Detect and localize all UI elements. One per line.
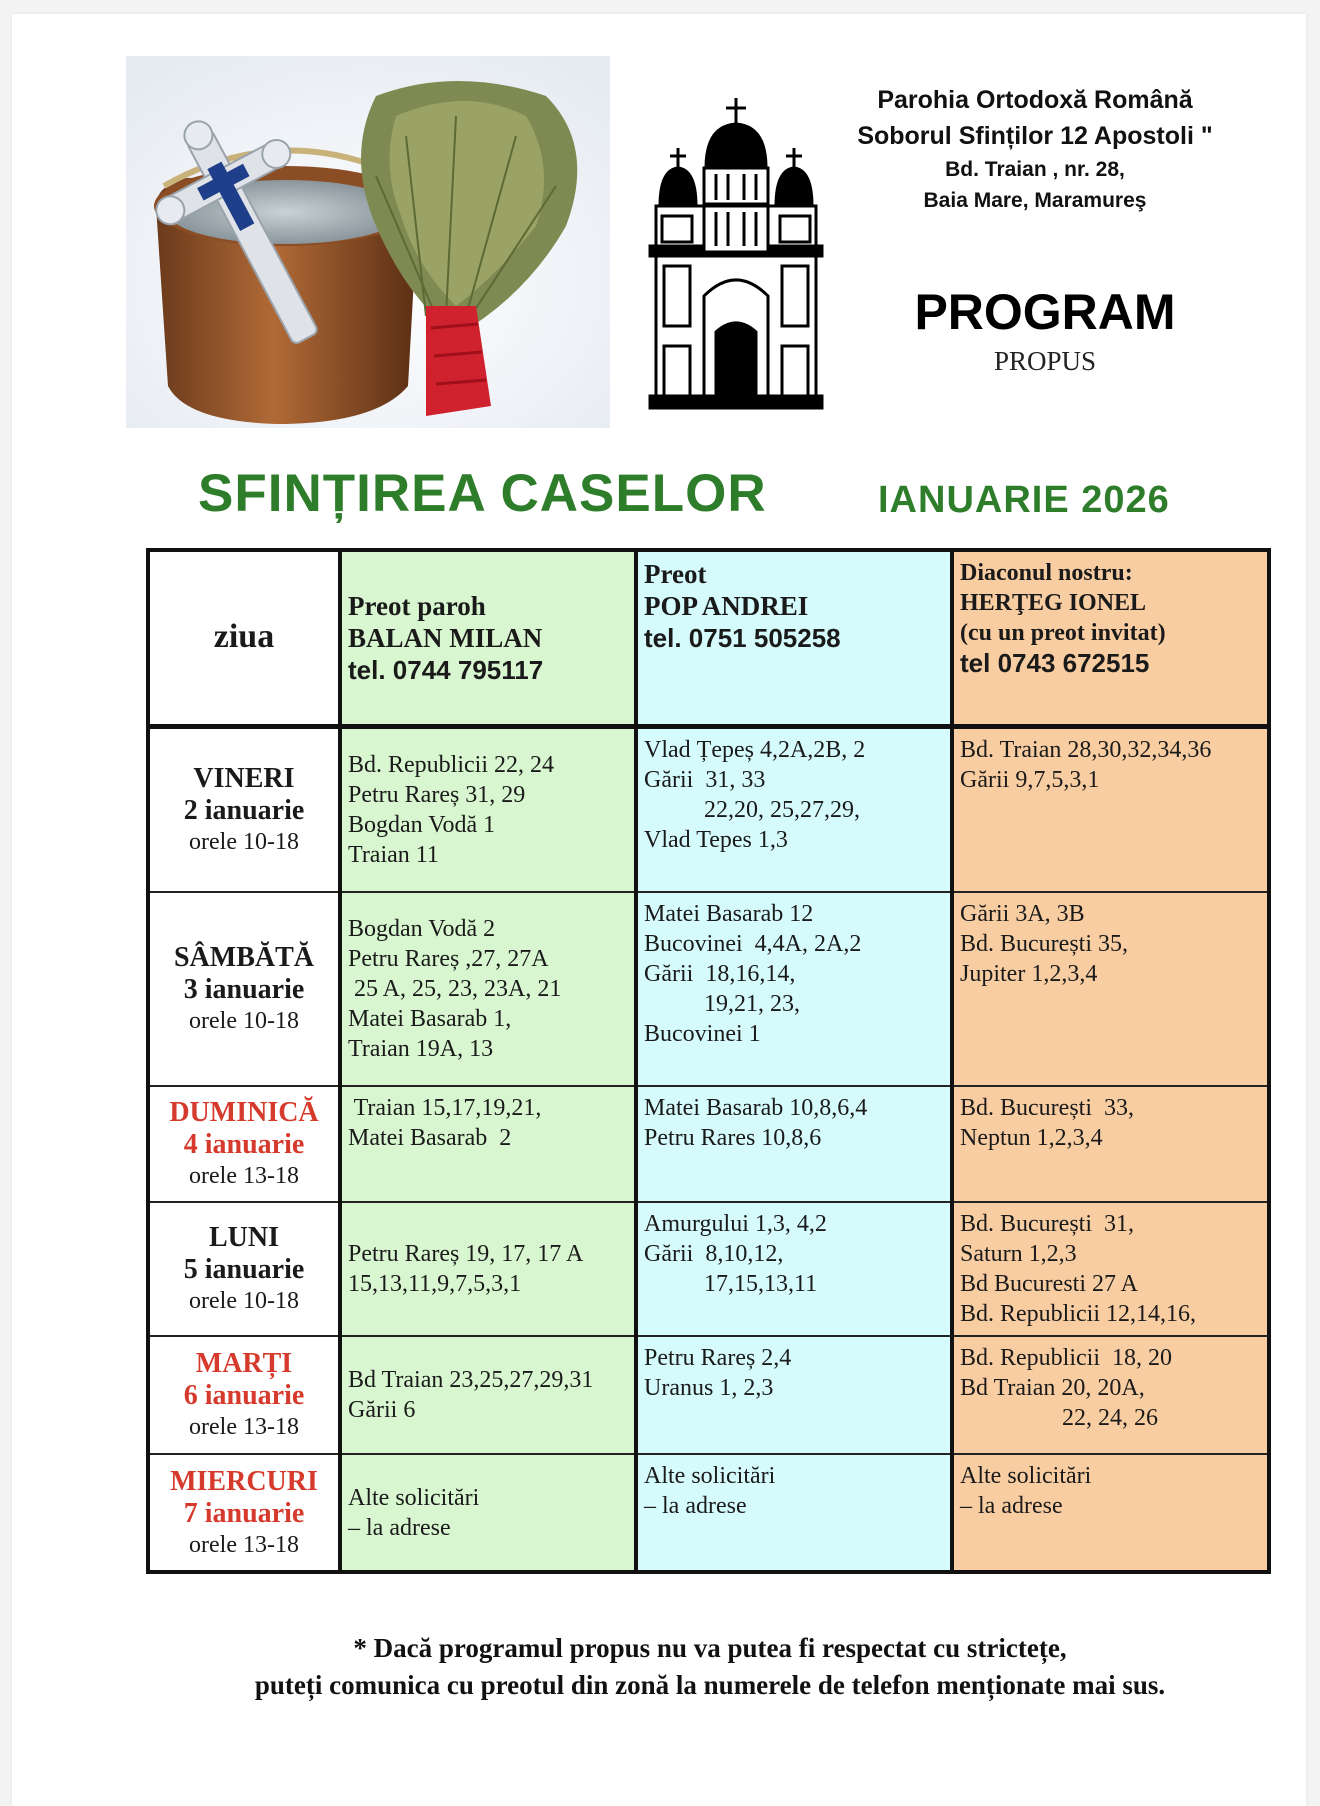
- address-line: Uranus 1, 2,3: [644, 1375, 774, 1401]
- footer-note: [140, 1630, 1280, 1704]
- day-hours: orele 10-18: [189, 828, 299, 855]
- address-cell-3: [952, 726, 1269, 892]
- parish-address: [800, 82, 1270, 216]
- table-row: [148, 1202, 1269, 1336]
- address-line: Petru Rareș ,27, 27A: [348, 946, 549, 972]
- address-cell-1: [340, 726, 636, 892]
- address-line: Matei Basarab 1,: [348, 1006, 512, 1032]
- page-title: SFINȚIREA CASELOR: [198, 464, 767, 523]
- address-line: Bd Traian 20, 20A,: [960, 1375, 1145, 1401]
- address-line: 19,21, 23,: [644, 991, 800, 1017]
- address-cell-1: [340, 892, 636, 1086]
- program-heading: PROGRAM: [914, 284, 1176, 340]
- page-subtitle: IANUARIE 2026: [878, 479, 1170, 521]
- address-line: – la adrese: [348, 1514, 451, 1541]
- footer-line-2: puteți comunica cu preotul din zonă la numerele de telefon menționate mai sus.: [254, 1670, 1166, 1700]
- priest-3-line-3: (cu un preot invitat): [960, 620, 1166, 646]
- address-line: Neptun 1,2,3,4: [960, 1125, 1103, 1151]
- table-header-row: [148, 550, 1269, 726]
- church-icon: [648, 96, 824, 412]
- address-cell-2: [636, 1086, 952, 1202]
- address-line: – la adrese: [644, 1493, 747, 1519]
- address-cell-3: [952, 1336, 1269, 1454]
- priest-header-2: [636, 550, 952, 726]
- address-cell-2: [636, 1202, 952, 1336]
- address-cell-1: [340, 1336, 636, 1454]
- address-cell-2: [636, 892, 952, 1086]
- address-line: Bd. Republicii 12,14,16,: [960, 1301, 1196, 1327]
- address-line: Bd. Republicii 22, 24: [348, 751, 554, 778]
- address-line: Gării 18,16,14,: [644, 961, 796, 987]
- address-line: Vlad Tepes 1,3: [644, 826, 788, 853]
- priest-2-phone: tel. 0751 505258: [644, 623, 841, 653]
- address-line: Traian 11: [348, 841, 439, 868]
- address-line: Bucovinei 4,4A, 2A,2: [644, 931, 862, 957]
- parish-city: Baia Mare, Maramureş: [923, 189, 1147, 212]
- address-line: Bd. București 35,: [960, 931, 1128, 957]
- day-date: 5 ianuarie: [183, 1254, 305, 1285]
- address-line: Gării 6: [348, 1397, 416, 1423]
- address-line: Amurgului 1,3, 4,2: [644, 1211, 827, 1237]
- day-cell: [148, 892, 340, 1086]
- propus-label: PROPUS: [993, 346, 1097, 376]
- address-line: Alte solicitări: [644, 1463, 776, 1489]
- footer-line-1: * Dacă programul propus nu va putea fi respectat cu strictețe,: [353, 1633, 1067, 1663]
- priest-1-phone: tel. 0744 795117: [348, 654, 544, 685]
- address-line: Bd. București 31,: [960, 1211, 1134, 1237]
- parish-church: Soborul Sfinților 12 Apostoli ": [857, 122, 1213, 150]
- address-line: Traian 19A, 13: [348, 1036, 494, 1062]
- day-name: MARȚI: [195, 1348, 293, 1379]
- address-cell-3: [952, 1086, 1269, 1202]
- address-line: Alte solicitări: [348, 1484, 480, 1511]
- address-line: Bd. Traian 28,30,32,34,36: [960, 736, 1212, 763]
- address-line: Bd Traian 23,25,27,29,31: [348, 1367, 594, 1393]
- priest-header-3: [952, 550, 1269, 726]
- address-line: 15,13,11,9,7,5,3,1: [348, 1271, 522, 1297]
- day-header-cell: [148, 550, 340, 726]
- address-line: 25 A, 25, 23, 23A, 21: [348, 976, 562, 1002]
- address-cell-2: [636, 726, 952, 892]
- day-name: SÂMBĂTĂ: [173, 942, 314, 973]
- day-cell: [148, 1336, 340, 1454]
- address-line: Saturn 1,2,3: [960, 1241, 1077, 1267]
- priest-2-line-1: Preot: [644, 559, 707, 589]
- day-date: 4 ianuarie: [183, 1129, 305, 1160]
- address-line: Gării 3A, 3B: [960, 901, 1085, 927]
- priest-1-line-1: Preot paroh: [348, 590, 486, 621]
- day-date: 3 ianuarie: [183, 974, 305, 1005]
- address-cell-2: [636, 1336, 952, 1454]
- day-hours: orele 13-18: [189, 1163, 299, 1189]
- schedule-table: [146, 548, 1271, 1574]
- address-cell-1: [340, 1454, 636, 1572]
- address-cell-3: [952, 1454, 1269, 1572]
- address-line: Jupiter 1,2,3,4: [960, 961, 1098, 987]
- priest-2-line-2: POP ANDREI: [644, 591, 809, 621]
- day-hours: orele 13-18: [189, 1531, 299, 1558]
- day-date: 7 ianuarie: [183, 1497, 305, 1529]
- address-line: 22, 24, 26: [960, 1405, 1158, 1431]
- parish-street: Bd. Traian , nr. 28,: [945, 158, 1125, 181]
- address-line: Bogdan Vodă 1: [348, 811, 496, 838]
- day-cell: [148, 1454, 340, 1572]
- address-line: 17,15,13,11: [644, 1271, 818, 1297]
- address-line: Gării 9,7,5,3,1: [960, 766, 1100, 793]
- day-hours: orele 10-18: [189, 1008, 299, 1034]
- address-line: Alte solicitări: [960, 1463, 1092, 1489]
- address-line: 22,20, 25,27,29,: [644, 796, 860, 823]
- parish-name: Parohia Ortodoxă Română: [877, 86, 1193, 114]
- address-line: Bogdan Vodă 2: [348, 916, 496, 942]
- address-cell-1: [340, 1086, 636, 1202]
- address-line: Matei Basarab 10,8,6,4: [644, 1095, 868, 1121]
- address-line: Vlad Țepeș 4,2A,2B, 2: [644, 736, 866, 763]
- table-row: [148, 1086, 1269, 1202]
- day-cell: [148, 1086, 340, 1202]
- table-row: [148, 726, 1269, 892]
- day-name: VINERI: [193, 762, 295, 794]
- day-cell: [148, 1202, 340, 1336]
- table-row: [148, 1454, 1269, 1572]
- address-line: Bd. București 33,: [960, 1095, 1134, 1121]
- day-name: LUNI: [208, 1222, 279, 1253]
- address-line: Traian 15,17,19,21,: [348, 1095, 542, 1121]
- day-name: DUMINICĂ: [169, 1097, 319, 1128]
- address-line: Matei Basarab 12: [644, 901, 814, 927]
- priest-3-phone: tel 0743 672515: [960, 648, 1150, 678]
- day-hours: orele 10-18: [189, 1288, 299, 1314]
- address-line: Petru Rareș 2,4: [644, 1345, 792, 1371]
- address-line: Bucovinei 1: [644, 1021, 761, 1047]
- address-cell-3: [952, 1202, 1269, 1336]
- address-line: Bd Bucuresti 27 A: [960, 1271, 1138, 1297]
- address-line: Petru Rareș 19, 17, 17 A: [348, 1241, 584, 1267]
- address-line: – la adrese: [960, 1493, 1063, 1519]
- priest-3-line-1: Diaconul nostru:: [960, 560, 1133, 586]
- holy-water-basil-photo: [126, 56, 610, 428]
- address-line: Gării 31, 33: [644, 766, 766, 793]
- priest-1-line-2: BALAN MILAN: [348, 622, 543, 653]
- priest-header-1: [340, 550, 636, 726]
- day-header: ziua: [213, 618, 275, 656]
- address-line: Gării 8,10,12,: [644, 1241, 784, 1267]
- table-row: [148, 892, 1269, 1086]
- address-cell-1: [340, 1202, 636, 1336]
- day-hours: orele 13-18: [189, 1414, 299, 1440]
- day-name: MIERCURI: [170, 1465, 318, 1497]
- day-date: 2 ianuarie: [183, 794, 305, 826]
- day-date: 6 ianuarie: [183, 1380, 305, 1411]
- address-line: Bd. Republicii 18, 20: [960, 1345, 1172, 1371]
- table-row: [148, 1336, 1269, 1454]
- address-line: Petru Rareș 31, 29: [348, 781, 526, 808]
- address-line: Petru Rares 10,8,6: [644, 1125, 822, 1151]
- address-line: Matei Basarab 2: [348, 1125, 512, 1151]
- priest-3-line-2: HERŢEG IONEL: [960, 590, 1147, 616]
- address-cell-2: [636, 1454, 952, 1572]
- day-cell: [148, 726, 340, 892]
- address-cell-3: [952, 892, 1269, 1086]
